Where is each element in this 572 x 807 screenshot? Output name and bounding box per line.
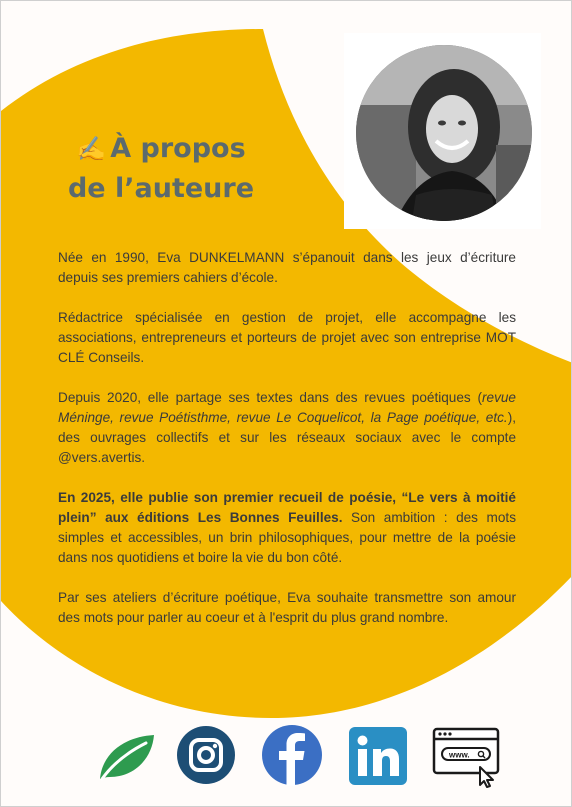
paragraph-publications-journals: revue Méninge, revue Poétisthme, revue Le Coquelicot, la Page poétique, etc. xyxy=(58,390,516,425)
social-links xyxy=(1,723,572,793)
paragraph-publications-start: Depuis 2020, elle partage ses textes dans des revues poétiques ( xyxy=(58,390,482,405)
leaf-icon[interactable] xyxy=(96,733,156,781)
website-icon[interactable] xyxy=(432,727,502,789)
title-line-2: de l’auteure xyxy=(67,173,255,204)
linkedin-icon[interactable] xyxy=(349,727,407,785)
writing-hand-icon: ✍️ xyxy=(76,135,107,163)
author-portrait-icon xyxy=(356,45,532,221)
paragraph-book-highlight: En 2025, elle publie son premier recueil de poésie, “Le vers à moitié plein” aux éditions Les Bonnes Feuilles. xyxy=(58,490,516,525)
paragraph-book xyxy=(58,488,516,568)
instagram-icon[interactable] xyxy=(176,725,236,785)
website-url-label: www. xyxy=(449,750,470,760)
paragraph-publications-end: ), des ouvrages collectifs et sur les réseaux sociaux avec le compte @vers.avertis. xyxy=(58,410,516,465)
page-title xyxy=(61,129,261,209)
paragraph-workshops: Par ses ateliers d’écriture poétique, Eva souhaite transmettre son amour des mots pour parler au coeur et à l'esprit du plus grand nombre. xyxy=(58,590,516,625)
author-photo xyxy=(356,45,532,221)
paragraph-book-ambition: Son ambition : des mots simples et accessibles, un brin philosophiques, pour mettre de la poésie dans nos quotidiens et boire la vie du bon côté. xyxy=(58,510,516,565)
bio-text xyxy=(58,248,516,648)
paragraph-birth: Née en 1990, Eva DUNKELMANN s’épanouit dans les jeux d’écriture depuis ses premiers cahiers d’école. xyxy=(58,250,516,285)
paragraph-work: Rédactrice spécialisée en gestion de projet, elle accompagne les associations, entrepreneurs et porteurs de projet avec son entreprise MOT CLÉ Conseils. xyxy=(58,310,516,365)
title-line-1: À propos xyxy=(110,133,246,164)
facebook-icon[interactable] xyxy=(261,724,323,786)
author-photo-frame xyxy=(344,33,541,229)
paragraph-publications xyxy=(58,388,516,468)
